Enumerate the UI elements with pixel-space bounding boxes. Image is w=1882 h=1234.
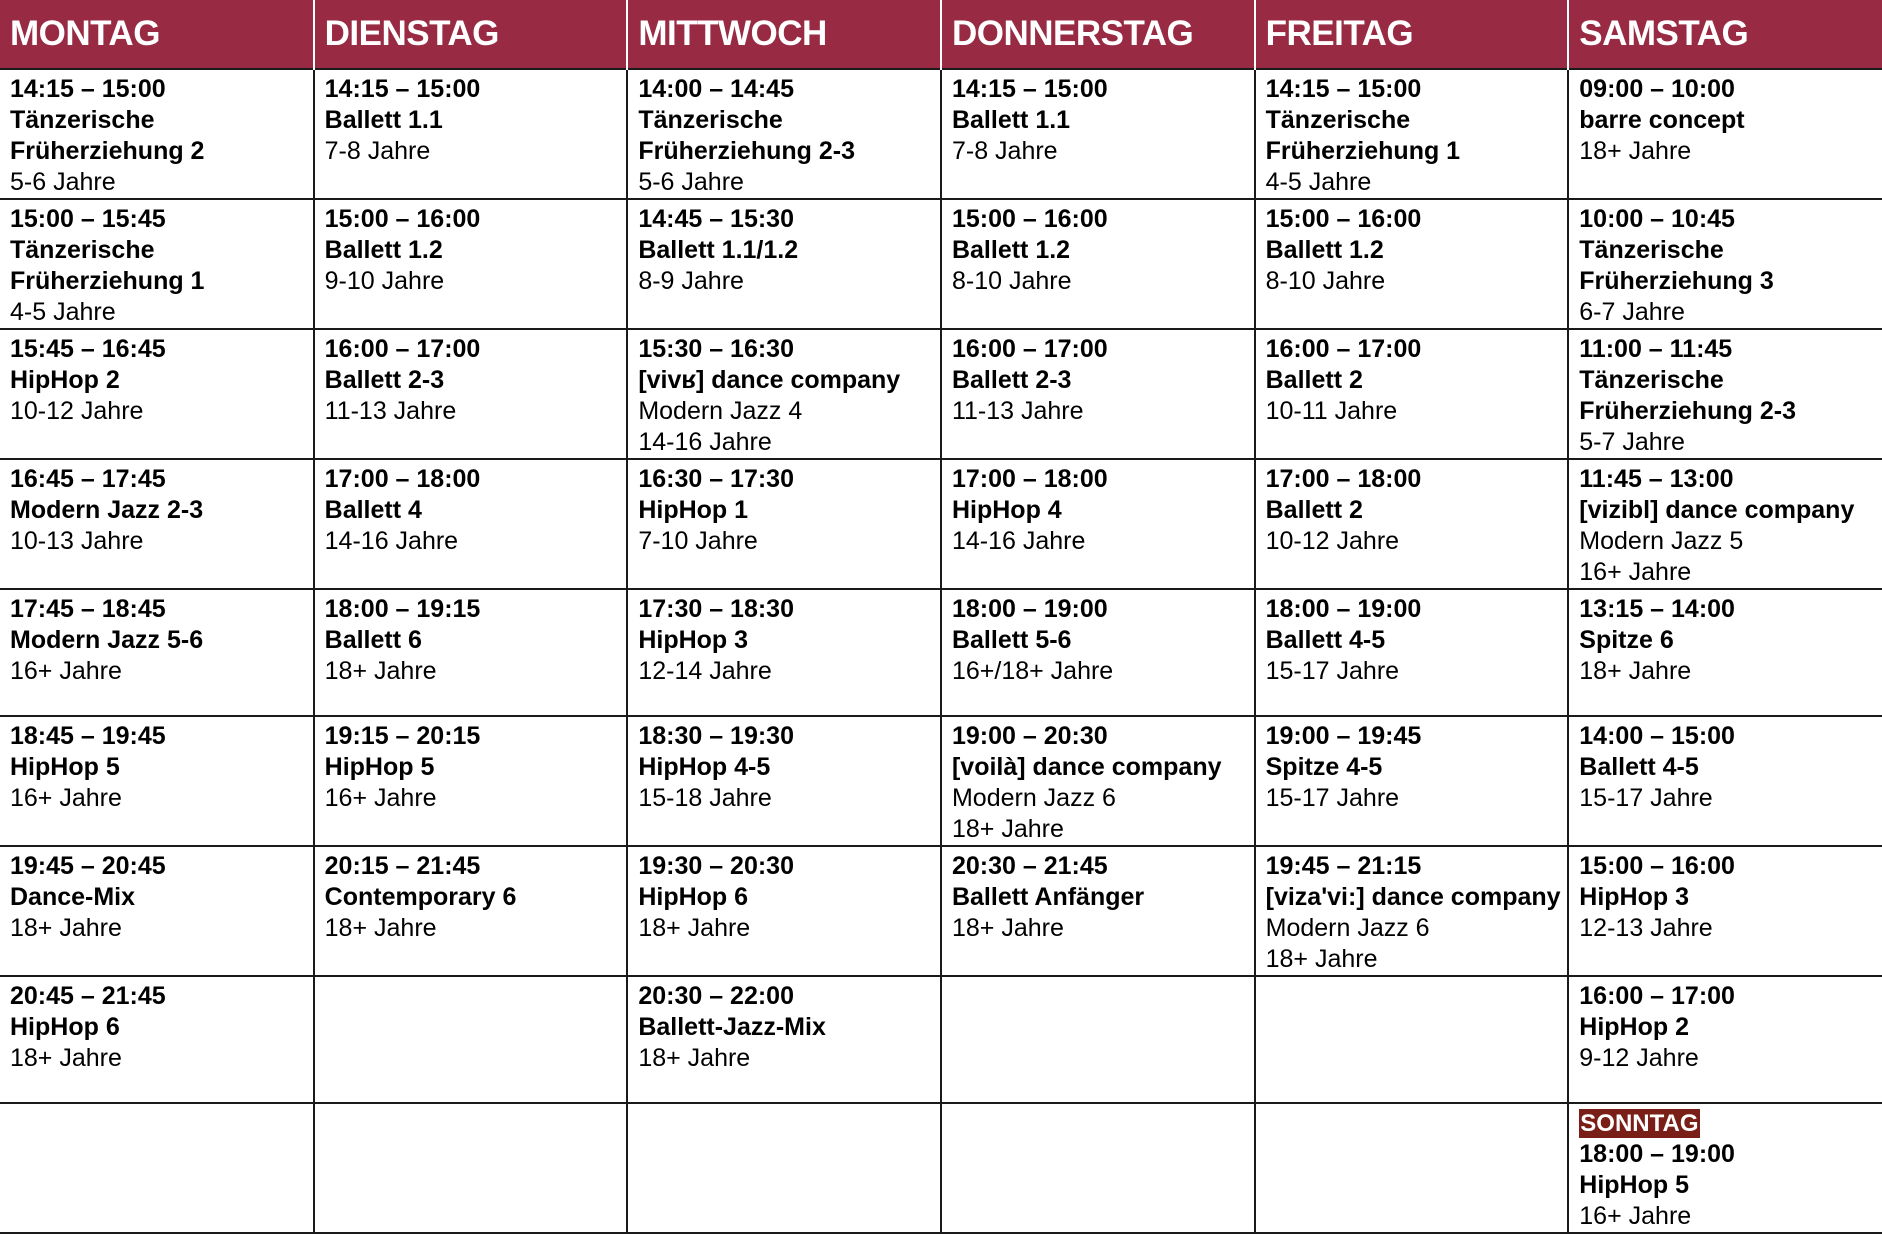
- class-time: 20:45 – 21:45: [10, 982, 166, 1010]
- day-header-wednesday: MITTWOCH: [627, 0, 941, 69]
- class-time: 14:15 – 15:00: [951, 75, 1108, 103]
- class-title: HipHop 3: [1579, 883, 1689, 911]
- class-age: 12-13 Jahre: [1579, 914, 1713, 942]
- class-time: 18:00 – 19:15: [324, 595, 481, 623]
- class-time: 17:00 – 18:00: [324, 465, 481, 493]
- class-cell-tuesday: [314, 459, 628, 589]
- class-time: 15:00 – 16:00: [324, 205, 481, 233]
- class-age: 15-18 Jahre: [638, 784, 772, 812]
- class-title: Ballett-Jazz-Mix: [638, 1013, 826, 1041]
- header-row: [0, 0, 1882, 69]
- class-cell-thursday: [941, 329, 1255, 459]
- day-header-tuesday: DIENSTAG: [314, 0, 628, 69]
- schedule-row: [0, 846, 1882, 976]
- class-cell-wednesday: [627, 199, 941, 329]
- class-time: 11:45 – 13:00: [1579, 465, 1734, 493]
- schedule-body: [0, 69, 1882, 1233]
- class-cell-thursday: [941, 459, 1255, 589]
- class-time: 18:00 – 19:00: [951, 595, 1108, 623]
- class-cell-monday: [0, 976, 314, 1103]
- class-cell-tuesday: [314, 69, 628, 199]
- class-age: 11-13 Jahre: [324, 397, 457, 425]
- class-cell-wednesday: [627, 459, 941, 589]
- class-cell-wednesday: [627, 329, 941, 459]
- class-time: 18:00 – 19:00: [1265, 595, 1422, 623]
- class-age: 5-7 Jahre: [1579, 428, 1685, 456]
- class-time: 15:00 – 16:00: [1265, 205, 1422, 233]
- class-title: Ballett 5-6: [951, 626, 1072, 654]
- class-age: 15-17 Jahre: [1265, 784, 1400, 812]
- class-time: 16:45 – 17:45: [10, 465, 166, 493]
- class-title: Ballett 1.2: [324, 236, 443, 264]
- class-title: HipHop 4: [951, 496, 1062, 524]
- class-title: HipHop 1: [638, 496, 749, 524]
- class-age: 16+ Jahre: [10, 784, 122, 812]
- class-age: 14-16 Jahre: [638, 428, 772, 456]
- class-title: HipHop 6: [10, 1013, 120, 1041]
- class-cell-saturday: [1568, 69, 1882, 199]
- class-age: 18+ Jahre: [324, 914, 437, 942]
- class-title: Tänzerische Früherziehung 2: [10, 106, 205, 165]
- class-cell-wednesday: [627, 589, 941, 716]
- class-cell-saturday: [1568, 1103, 1882, 1233]
- class-cell-friday: [1255, 846, 1569, 976]
- class-time: 15:00 – 16:00: [951, 205, 1108, 233]
- class-time: 20:30 – 22:00: [638, 982, 794, 1010]
- class-title: Ballett 2: [1265, 496, 1363, 524]
- class-cell-saturday: [1568, 846, 1882, 976]
- class-age: 14-16 Jahre: [951, 527, 1086, 555]
- class-age: 5-6 Jahre: [638, 168, 744, 196]
- class-time: 17:00 – 18:00: [951, 465, 1108, 493]
- class-time: 18:00 – 19:00: [1579, 1140, 1735, 1168]
- class-time: 11:00 – 11:45: [1579, 335, 1733, 363]
- class-age: 10-12 Jahre: [1265, 527, 1400, 555]
- class-title: Ballett 2-3: [324, 366, 445, 394]
- class-time: 16:00 – 17:00: [1265, 335, 1422, 363]
- class-time: 19:00 – 20:30: [951, 722, 1108, 750]
- class-title: Dance-Mix: [10, 883, 136, 911]
- class-title: HipHop 3: [638, 626, 749, 654]
- class-title: Tänzerische Früherziehung 1: [10, 236, 205, 295]
- day-header-monday: MONTAG: [0, 0, 314, 69]
- class-age: 18+ Jahre: [1579, 137, 1692, 165]
- class-time: 16:00 – 17:00: [951, 335, 1108, 363]
- class-cell-friday: [1255, 199, 1569, 329]
- class-cell-tuesday: [314, 846, 628, 976]
- class-title: HipHop 5: [10, 753, 120, 781]
- class-subtitle: Modern Jazz 5: [1579, 527, 1744, 555]
- class-time: 14:45 – 15:30: [638, 205, 794, 233]
- schedule-row: [0, 459, 1882, 589]
- class-time: 14:15 – 15:00: [10, 75, 166, 103]
- class-title: Ballett 2-3: [951, 366, 1072, 394]
- schedule-row: [0, 976, 1882, 1103]
- class-age: 4-5 Jahre: [1265, 168, 1372, 196]
- class-cell-monday: [0, 69, 314, 199]
- class-time: 16:00 – 17:00: [1579, 982, 1735, 1010]
- class-cell-monday: [0, 1103, 314, 1233]
- class-age: 5-6 Jahre: [10, 168, 116, 196]
- class-title: HipHop 6: [638, 883, 749, 911]
- class-cell-saturday: [1568, 976, 1882, 1103]
- class-time: 19:45 – 20:45: [10, 852, 166, 880]
- class-cell-tuesday: [314, 1103, 628, 1233]
- class-age: 18+ Jahre: [1265, 945, 1378, 973]
- class-time: 20:30 – 21:45: [951, 852, 1108, 880]
- class-time: 17:00 – 18:00: [1265, 465, 1422, 493]
- class-time: 15:00 – 16:00: [1579, 852, 1735, 880]
- class-time: 20:15 – 21:45: [324, 852, 481, 880]
- class-age: 16+ Jahre: [10, 657, 122, 685]
- day-header-saturday: SAMSTAG: [1568, 0, 1882, 69]
- class-cell-saturday: [1568, 589, 1882, 716]
- class-age: 7-10 Jahre: [638, 527, 758, 555]
- class-title: Ballett 1.1: [324, 106, 443, 134]
- class-title: Ballett Anfänger: [951, 883, 1145, 911]
- class-cell-friday: [1255, 1103, 1569, 1233]
- class-title: barre concept: [1579, 106, 1745, 134]
- class-time: 18:45 – 19:45: [10, 722, 166, 750]
- class-title: Spitze 4-5: [1265, 753, 1383, 781]
- class-subtitle: Modern Jazz 4: [638, 397, 803, 425]
- class-time: 15:00 – 15:45: [10, 205, 166, 233]
- class-cell-monday: [0, 329, 314, 459]
- class-age: 10-12 Jahre: [10, 397, 144, 425]
- class-cell-thursday: [941, 589, 1255, 716]
- class-cell-wednesday: [627, 69, 941, 199]
- class-time: 15:30 – 16:30: [638, 335, 794, 363]
- class-age: 18+ Jahre: [951, 815, 1064, 843]
- class-cell-thursday: [941, 1103, 1255, 1233]
- class-title: Tänzerische Früherziehung 2-3: [638, 106, 855, 165]
- class-age: 10-13 Jahre: [10, 527, 144, 555]
- class-subtitle: Modern Jazz 6: [951, 784, 1116, 812]
- class-cell-saturday: [1568, 329, 1882, 459]
- class-age: 18+ Jahre: [951, 914, 1064, 942]
- class-cell-tuesday: [314, 329, 628, 459]
- class-time: 19:45 – 21:15: [1265, 852, 1422, 880]
- class-cell-saturday: [1568, 199, 1882, 329]
- class-age: 8-10 Jahre: [951, 267, 1072, 295]
- class-time: 14:00 – 15:00: [1579, 722, 1735, 750]
- class-title: Ballett 4-5: [1265, 626, 1386, 654]
- class-age: 16+ Jahre: [1579, 1202, 1692, 1230]
- class-title: HipHop 5: [324, 753, 435, 781]
- class-time: 10:00 – 10:45: [1579, 205, 1735, 233]
- class-cell-tuesday: [314, 716, 628, 846]
- class-cell-wednesday: [627, 1103, 941, 1233]
- class-age: 7-8 Jahre: [951, 137, 1058, 165]
- class-time: 14:15 – 15:00: [324, 75, 481, 103]
- class-title: Modern Jazz 2-3: [10, 496, 204, 524]
- class-age: 8-9 Jahre: [638, 267, 744, 295]
- class-age: 8-10 Jahre: [1265, 267, 1386, 295]
- day-header-friday: FREITAG: [1255, 0, 1569, 69]
- day-header-thursday: DONNERSTAG: [941, 0, 1255, 69]
- class-title: [vivʁ] dance company: [638, 366, 901, 394]
- class-age: 12-14 Jahre: [638, 657, 772, 685]
- class-title: [vizibl] dance company: [1579, 496, 1855, 524]
- class-cell-friday: [1255, 69, 1569, 199]
- class-time: 19:00 – 19:45: [1265, 722, 1422, 750]
- class-age: 18+ Jahre: [638, 914, 751, 942]
- class-title: Ballett 1.2: [951, 236, 1071, 264]
- class-title: Ballett 4: [324, 496, 422, 524]
- class-title: Ballett 1.2: [1265, 236, 1384, 264]
- class-title: Ballett 4-5: [1579, 753, 1699, 781]
- schedule-row: [0, 329, 1882, 459]
- class-title: Modern Jazz 5-6: [10, 626, 204, 654]
- class-title: Ballett 2: [1265, 366, 1363, 394]
- class-cell-friday: [1255, 459, 1569, 589]
- class-cell-wednesday: [627, 976, 941, 1103]
- class-age: 10-11 Jahre: [1265, 397, 1398, 425]
- class-cell-wednesday: [627, 846, 941, 976]
- class-age: 9-12 Jahre: [1579, 1044, 1699, 1072]
- schedule-row: [0, 199, 1882, 329]
- class-cell-friday: [1255, 329, 1569, 459]
- class-title: HipHop 2: [10, 366, 120, 394]
- class-time: 16:00 – 17:00: [324, 335, 481, 363]
- class-title: Ballett 6: [324, 626, 422, 654]
- class-time: 19:15 – 20:15: [324, 722, 481, 750]
- class-cell-friday: [1255, 716, 1569, 846]
- class-time: 17:30 – 18:30: [638, 595, 794, 623]
- class-title: Ballett 1.1: [951, 106, 1071, 134]
- class-cell-monday: [0, 716, 314, 846]
- class-cell-friday: [1255, 589, 1569, 716]
- class-title: Contemporary 6: [324, 883, 517, 911]
- class-age: 16+ Jahre: [1579, 558, 1692, 586]
- schedule-row: [0, 589, 1882, 716]
- class-cell-friday: [1255, 976, 1569, 1103]
- schedule-row: [0, 1103, 1882, 1233]
- class-time: 14:15 – 15:00: [1265, 75, 1422, 103]
- class-age: 11-13 Jahre: [951, 397, 1084, 425]
- class-cell-saturday: [1568, 459, 1882, 589]
- class-title: HipHop 5: [1579, 1171, 1689, 1199]
- class-time: 19:30 – 20:30: [638, 852, 794, 880]
- class-cell-thursday: [941, 199, 1255, 329]
- class-time: 18:30 – 19:30: [638, 722, 794, 750]
- class-title: [voilà] dance company: [951, 753, 1222, 781]
- class-time: 15:45 – 16:45: [10, 335, 166, 363]
- class-age: 6-7 Jahre: [1579, 298, 1685, 326]
- class-cell-monday: [0, 846, 314, 976]
- class-title: Ballett 1.1/1.2: [638, 236, 799, 264]
- class-age: 15-17 Jahre: [1265, 657, 1400, 685]
- class-time: 17:45 – 18:45: [10, 595, 166, 623]
- class-title: HipHop 2: [1579, 1013, 1689, 1041]
- schedule-row: [0, 69, 1882, 199]
- class-cell-tuesday: [314, 199, 628, 329]
- class-cell-thursday: [941, 976, 1255, 1103]
- class-age: 18+ Jahre: [10, 1044, 122, 1072]
- class-cell-monday: [0, 589, 314, 716]
- class-cell-thursday: [941, 716, 1255, 846]
- class-age: 16+ Jahre: [324, 784, 437, 812]
- class-cell-tuesday: [314, 976, 628, 1103]
- class-title: Tänzerische Früherziehung 1: [1265, 106, 1461, 165]
- class-cell-tuesday: [314, 589, 628, 716]
- class-age: 18+ Jahre: [10, 914, 122, 942]
- class-time: 09:00 – 10:00: [1579, 75, 1735, 103]
- class-title: Spitze 6: [1579, 626, 1674, 654]
- class-cell-saturday: [1568, 716, 1882, 846]
- class-age: 16+/18+ Jahre: [951, 657, 1114, 685]
- class-age: 4-5 Jahre: [10, 298, 116, 326]
- class-cell-thursday: [941, 69, 1255, 199]
- class-cell-monday: [0, 459, 314, 589]
- class-title: Tänzerische Früherziehung 3: [1579, 236, 1774, 295]
- class-age: 9-10 Jahre: [324, 267, 445, 295]
- class-title: [viza'vi:] dance company: [1265, 883, 1561, 911]
- class-age: 14-16 Jahre: [324, 527, 459, 555]
- class-cell-wednesday: [627, 716, 941, 846]
- class-age: 15-17 Jahre: [1579, 784, 1713, 812]
- class-age: 18+ Jahre: [1579, 657, 1692, 685]
- schedule-row: [0, 716, 1882, 846]
- class-time: 14:00 – 14:45: [638, 75, 794, 103]
- sunday-badge: SONNTAG: [1580, 1110, 1699, 1137]
- class-time: 16:30 – 17:30: [638, 465, 794, 493]
- class-age: 18+ Jahre: [638, 1044, 751, 1072]
- class-age: 7-8 Jahre: [324, 137, 431, 165]
- class-subtitle: Modern Jazz 6: [1265, 914, 1430, 942]
- class-title: HipHop 4-5: [638, 753, 771, 781]
- class-cell-thursday: [941, 846, 1255, 976]
- class-title: Tänzerische Früherziehung 2-3: [1579, 366, 1796, 425]
- class-age: 18+ Jahre: [324, 657, 437, 685]
- class-cell-monday: [0, 199, 314, 329]
- class-time: 13:15 – 14:00: [1579, 595, 1735, 623]
